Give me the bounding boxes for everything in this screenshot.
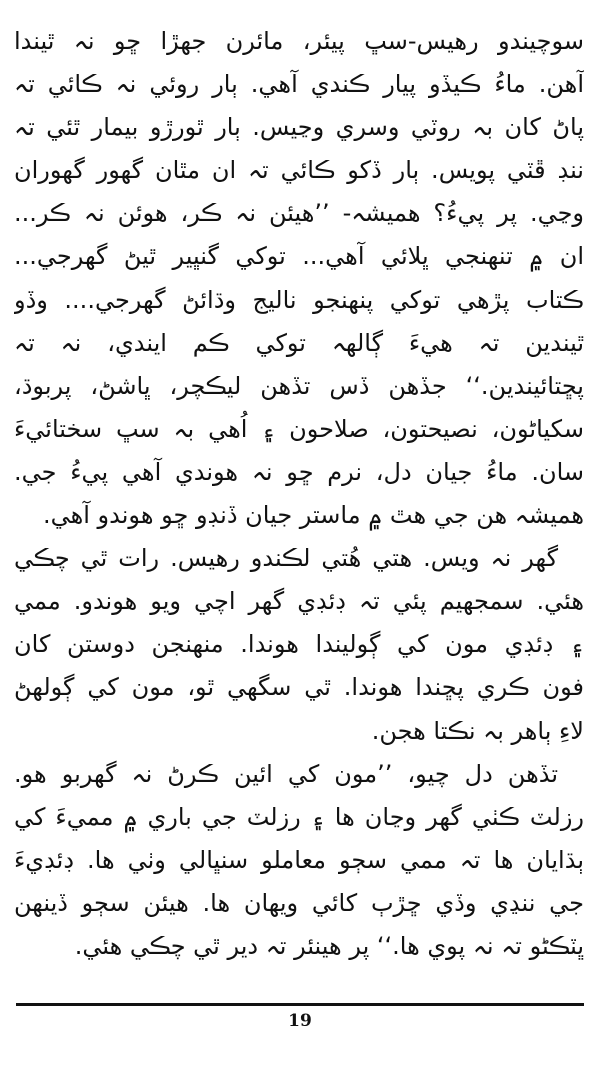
text-line: ٻڌايان ها تہ ممي سڄو معاملو سنڀالي وٺي ها. ڊئڊيءَ bbox=[14, 845, 584, 874]
text-line: سوچيندو رهيس-سڀ پيئر، مائرن جهڙا ڇو نہ ٿيندا bbox=[14, 27, 584, 55]
text-line: هميشہ هن جي هٿ ۾ ماستر جيان ڏنڊو ڇو هوندو آهي. bbox=[42, 501, 584, 530]
text-line: رزلٽ ڪٺي گهر وڃان ها ۽ رزلٽ جي باري ۾ مميءَ کي bbox=[14, 802, 584, 831]
text-line: ڪتاب پڙهي توکي پنهنجو ناليج وڌائڻ گهرجي.... وڏو bbox=[14, 285, 584, 314]
text-line: سکياڻون، نصيحتون، صلاحون ۽ اُهي بہ سڀ سختائيءَ bbox=[14, 414, 584, 443]
paragraph-1 bbox=[14, 20, 584, 537]
text-line: لاءِ ٻاهر بہ نڪتا هجن. bbox=[371, 716, 584, 745]
text-line: پڇتائيندين.‘‘ جڏهن ڏس تڏهن ليڪچر، ڀاشڻ، پربوڌ، bbox=[14, 371, 584, 400]
text-line: پاڻ کان بہ روٽي وسري وڃيس. ٻار ٿورڙو بيمار ٿئي تہ bbox=[14, 113, 584, 142]
footer-divider bbox=[16, 1003, 584, 1006]
text-line: گهر نہ ويس. هتي هُتي لڪندو رهيس. رات ٿي چڪي bbox=[14, 544, 558, 573]
page-number: 19 bbox=[288, 1011, 312, 1031]
text-line: وڃي. پر پيءُ؟ هميشہ- ’’هيئن نہ ڪر، هوئن نہ ڪر... bbox=[14, 199, 584, 228]
text-line: تڏهن دل چيو، ’’مون کي ائين ڪرڻ نہ گهربو هو. bbox=[14, 759, 558, 788]
text-line: ننڊ ڦٽي پويس. ٻار ڏکو ڪائي تہ ان مٿان گهور گهوران bbox=[14, 156, 584, 185]
paragraph-2 bbox=[14, 537, 584, 752]
text-line: ۽ ڊئڊي مون کي ڳوليندا هوندا. منهنجن دوستن کان bbox=[14, 630, 584, 659]
text-line: ان ۾ تنهنجي ڀلائي آهي... توکي گنڀير ٿيڻ گهرجي... bbox=[14, 242, 584, 271]
text-line: جي ننڍي وڏي ڇڙٻ کائي ويهان ها. هيئن سڄو ڏينهن bbox=[14, 888, 584, 917]
text-line: سان. ماءُ جيان دل، نرم ڇو نہ هوندي آهي پيءُ جي. bbox=[14, 457, 584, 486]
body-text bbox=[14, 20, 584, 968]
text-line: آهن. ماءُ ڪيڏو پيار ڪندي آهي. ٻار روئي نہ ڪائي تہ bbox=[14, 70, 584, 99]
text-line: هئي. سمجهيم پئي تہ ڊئڊي گهر اچي ويو هوندو. ممي bbox=[14, 587, 584, 616]
text-line: ڀٽڪڻو تہ نہ پوي ها.‘‘ پر هينئر تہ دير ٿي چڪي هئي. bbox=[74, 931, 584, 960]
paragraph-3 bbox=[14, 753, 584, 968]
text-line: فون ڪري پڇندا هوندا. ٿي سگهي ٿو، مون کي ڳولهڻ bbox=[14, 673, 584, 702]
text-line: ٿيندين تہ هيءَ ڳالهہ توکي ڪم ايندي، نہ تہ bbox=[14, 328, 584, 357]
